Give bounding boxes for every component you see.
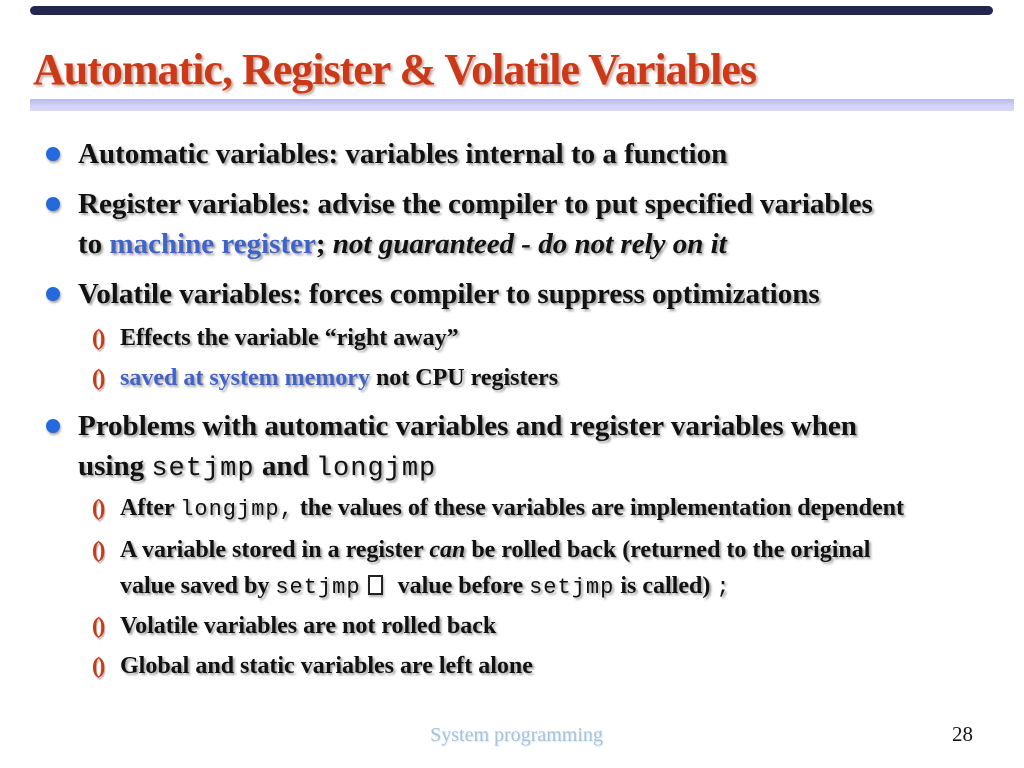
sub-bullet-icon: () bbox=[92, 537, 104, 562]
sub-bullet-icon: () bbox=[92, 365, 104, 390]
italic-not-guaranteed: not guaranteed - do not rely on it bbox=[332, 228, 727, 260]
sub-bullet-effects bbox=[120, 318, 459, 358]
bullet-item-register-line2 bbox=[78, 224, 727, 264]
code-setjmp: setjmp bbox=[151, 454, 255, 484]
sub-bullet-after-longjmp bbox=[120, 488, 904, 528]
bullet-text: the values of these variables are implementation dependent bbox=[293, 495, 904, 521]
code-longjmp: longjmp bbox=[315, 454, 437, 484]
bullet-icon bbox=[46, 197, 60, 211]
bullet-text: is called) bbox=[614, 573, 717, 599]
sub-bullet-rolled-back-line1 bbox=[120, 530, 870, 570]
sub-bullet-saved-memory bbox=[120, 358, 558, 398]
bullet-icon bbox=[46, 287, 60, 301]
footer-course-label: System programming bbox=[430, 724, 603, 746]
sub-bullet-icon: () bbox=[92, 495, 104, 520]
bullet-text: Automatic variables: variables internal to a function bbox=[78, 138, 728, 170]
bullet-text: Register variables: advise the compiler to put specified variables bbox=[78, 188, 873, 220]
bullet-item-automatic bbox=[78, 134, 727, 174]
bullet-item-problems-line1 bbox=[78, 406, 857, 446]
bullet-text: using bbox=[78, 450, 152, 482]
bullet-item-problems-line2 bbox=[78, 446, 436, 486]
bullet-text: Volatile variables are not rolled back bbox=[120, 613, 497, 639]
highlight-machine-register: machine register bbox=[109, 228, 316, 260]
slide-title: Automatic, Register & Volatile Variables bbox=[33, 45, 757, 94]
code-semicolon: ; bbox=[716, 575, 731, 600]
bullet-text: After bbox=[120, 495, 181, 521]
bullet-text: to bbox=[78, 228, 110, 260]
sub-bullet-icon: () bbox=[92, 325, 104, 350]
bullet-item-volatile bbox=[78, 274, 820, 314]
bullet-text: value before bbox=[391, 573, 530, 599]
bullet-text: and bbox=[254, 450, 316, 482]
bullet-text: Effects the variable “right away” bbox=[120, 325, 459, 351]
sub-bullet-rolled-back-line2 bbox=[120, 566, 731, 606]
code-setjmp: setjmp bbox=[529, 575, 615, 600]
bullet-item-register-line1 bbox=[78, 184, 873, 224]
bullet-text: not CPU registers bbox=[369, 365, 559, 391]
title-underline-bar bbox=[30, 99, 1014, 111]
code-setjmp: setjmp bbox=[275, 575, 361, 600]
bullet-icon bbox=[46, 419, 60, 433]
top-accent-bar bbox=[30, 6, 993, 15]
sub-bullet-icon: () bbox=[92, 653, 104, 678]
bullet-text: value saved by bbox=[120, 573, 276, 599]
bullet-text: Global and static variables are left alone bbox=[120, 653, 533, 679]
code-longjmp: longjmp, bbox=[180, 497, 294, 522]
bullet-text: ; bbox=[315, 228, 333, 260]
sub-bullet-icon: () bbox=[92, 613, 104, 638]
bullet-text: A variable stored in a register bbox=[120, 537, 430, 563]
bullet-text: Problems with automatic variables and register variables when bbox=[78, 410, 857, 442]
bullet-icon bbox=[46, 147, 60, 161]
sub-bullet-volatile-not-rolled bbox=[120, 606, 496, 646]
bullet-text: Volatile variables: forces compiler to suppress optimizations bbox=[78, 278, 820, 310]
bullet-text: be rolled back (returned to the original bbox=[465, 537, 871, 563]
missing-glyph-box bbox=[368, 575, 383, 595]
sub-bullet-global-static bbox=[120, 646, 533, 686]
highlight-saved-at-system-memory: saved at system memory bbox=[120, 365, 370, 391]
page-number: 28 bbox=[952, 722, 973, 746]
italic-can: can bbox=[429, 537, 466, 563]
